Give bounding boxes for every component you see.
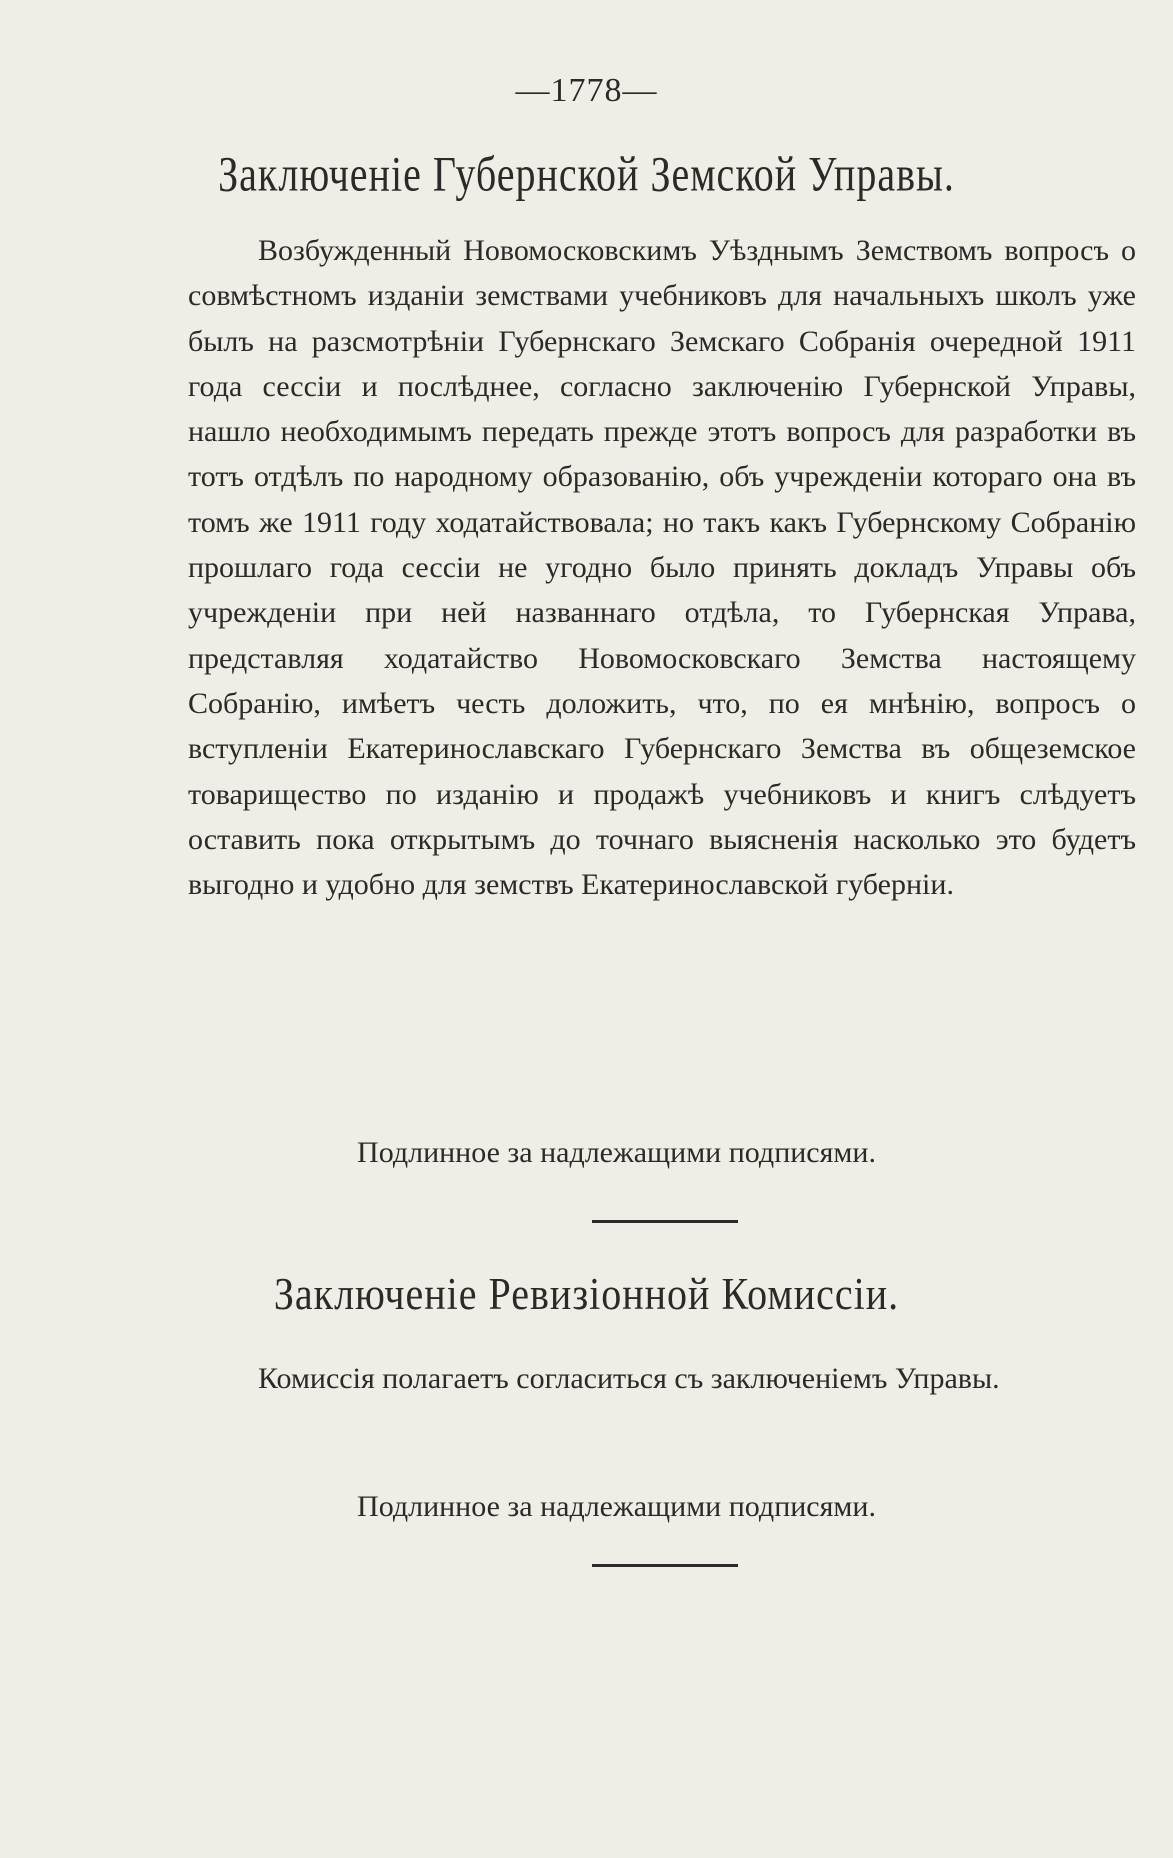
section-2-title: Заключеніе Ревизіонной Комиссіи. [273, 1267, 900, 1320]
section-2-paragraph: Комиссія полагаетъ согласиться съ заключеніемъ Управы. [258, 1362, 1000, 1395]
section-2-signature: Подлинное за надлежащими подписями. [357, 1490, 876, 1523]
page-number: —1778— [515, 72, 658, 109]
section-1-paragraph: Возбужденный Новомосковскимъ Уѣзднымъ Земствомъ вопросъ о совмѣстномъ изданіи земствами учебниковъ для начальныхъ школъ уже былъ на разсмотрѣніи Губернскаго Земскаго Собранія очередной 1911 года сессіи и послѣднее, согласно заключенію Губернской Управы, нашло необходимымъ передать прежде этотъ вопросъ для разработки въ тотъ отдѣлъ по народному образованію, объ учрежденіи котораго она въ томъ же 1911 году ходатайствовала; но такъ какъ Губернскому Собранію прошлаго года сессіи не угодно было принять докладъ Управы объ учрежденіи при ней названнаго отдѣла, то Губернская Управа, представляя ходатайство Новомосковскаго Земства настоящему Собранію, имѣетъ честь доложить, что, по ея мнѣнію, вопросъ о вступленіи Екатеринославскаго Губернскаго Земства въ общеземское товарищество по изданію и продажѣ учебниковъ и книгъ слѣдуетъ оставить пока открытымъ до точнаго выясненія насколько это будетъ выгодно и удобно для земствъ Екатеринославской губерніи. [188, 234, 1136, 902]
end-divider [592, 1564, 738, 1567]
section-1-title: Заключеніе Губернской Земской Управы. [218, 145, 955, 202]
section-divider [592, 1220, 738, 1223]
section-1-signature: Подлинное за надлежащими подписями. [357, 1136, 876, 1169]
